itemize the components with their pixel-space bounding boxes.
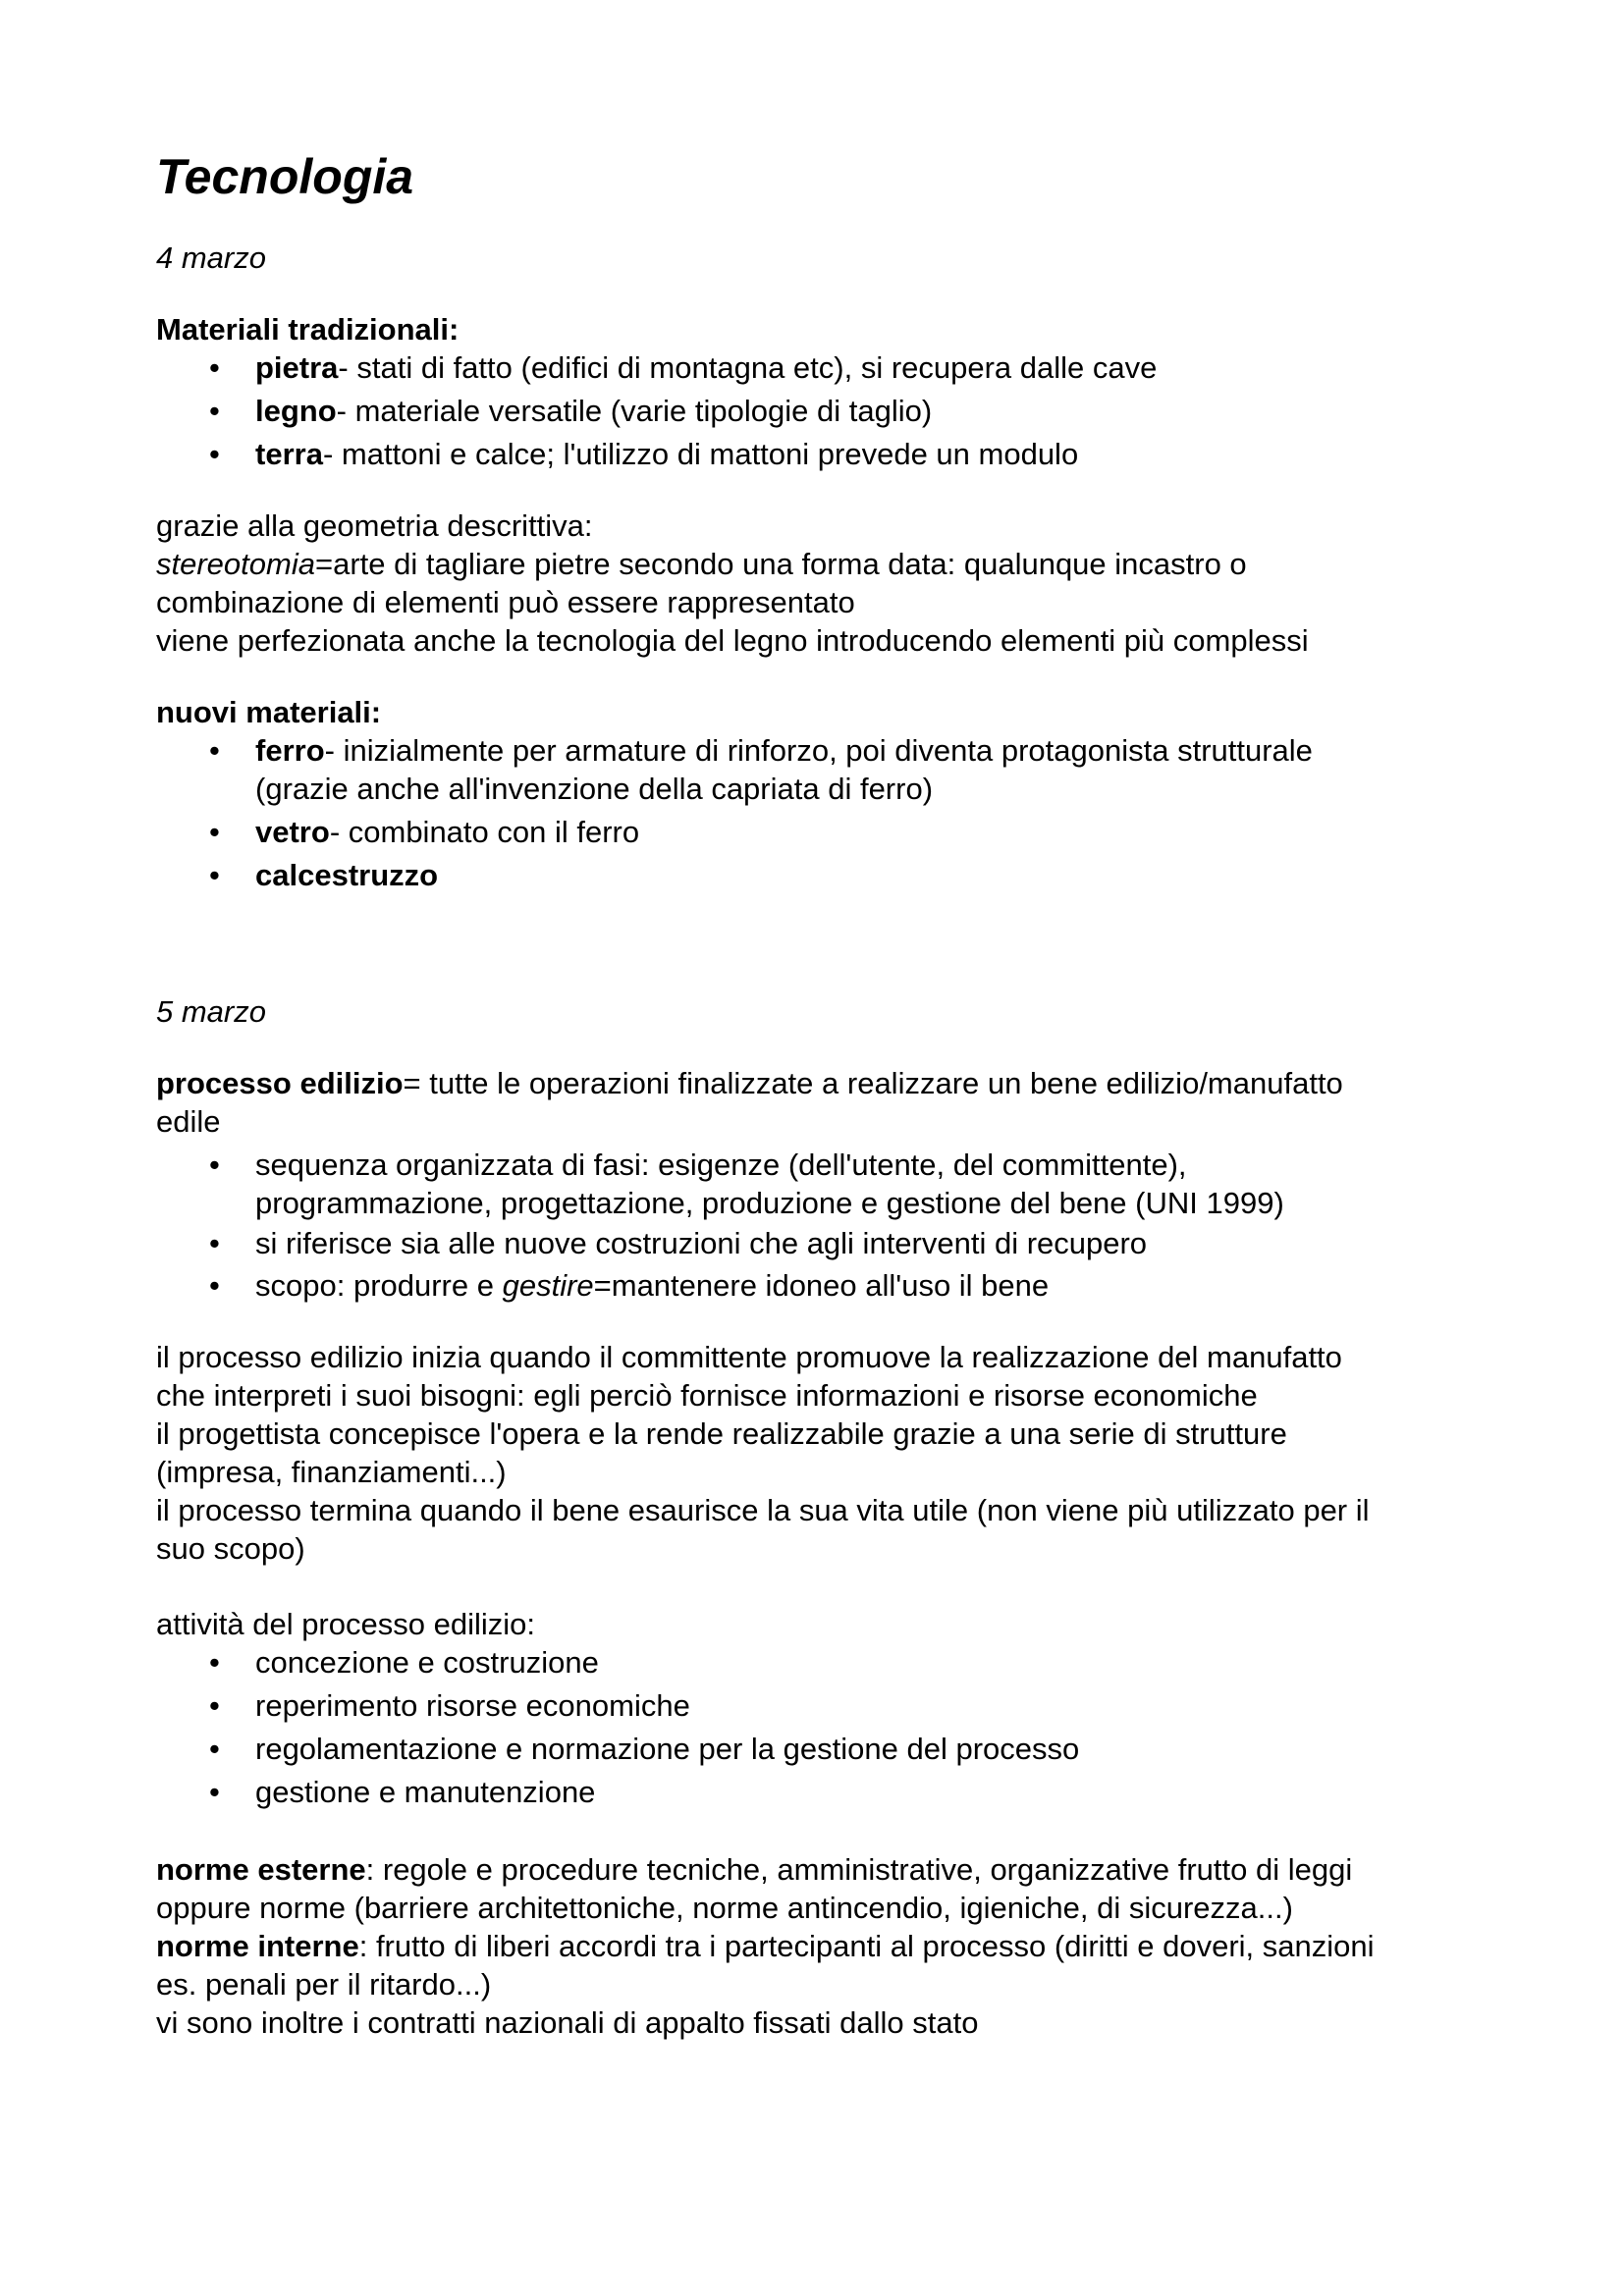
bullet-icon: • [209, 1732, 220, 1766]
list-processo [156, 1146, 1531, 1305]
bullet-icon: • [209, 350, 220, 385]
bullet-icon: • [209, 1226, 220, 1260]
heading-attivita: attività del processo edilizio: [156, 1607, 535, 1641]
heading-nuovi-materiali: nuovi materiali: [156, 695, 382, 729]
paragraph-norme-esterne: norme esterne: regole e procedure tecniche, amministrative, organizzative frutto di leggi [156, 1852, 1353, 1887]
heading-materiali-tradizionali: Materiali tradizionali: [156, 312, 460, 347]
paragraph-line: che interpreti i suoi bisogni: egli perciò fornisce informazioni e risorse economiche [156, 1378, 1258, 1413]
bullet-icon: • [209, 1148, 220, 1182]
list-item: • regolamentazione e normazione per la gestione del processo [209, 1732, 1080, 1766]
list-item: • concezione e costruzione [209, 1645, 599, 1680]
bullet-icon: • [209, 1688, 220, 1723]
paragraph-line: il processo edilizio inizia quando il committente promuove la realizzazione del manufatto [156, 1340, 1342, 1374]
paragraph-stereotomia: stereotomia=arte di tagliare pietre secondo una forma data: qualunque incastro o [156, 547, 1247, 581]
paragraph-legno: viene perfezionata anche la tecnologia del legno introducendo elementi più complessi [156, 623, 1309, 658]
bullet-icon: • [209, 815, 220, 849]
list-attivita [156, 1643, 1531, 1811]
list-item: • legno- materiale versatile (varie tipologie di taglio) [209, 394, 933, 428]
bullet-icon: • [209, 858, 220, 892]
paragraph-contratti: vi sono inoltre i contratti nazionali di appalto fissati dallo stato [156, 2005, 979, 2040]
paragraph-norme-interne: norme interne: frutto di liberi accordi tra i partecipanti al processo (diritti e doveri, sanzioni [156, 1929, 1375, 1963]
list-item: • ferro- inizialmente per armature di rinforzo, poi diventa protagonista strutturale (grazie anche all'invenzione della capriata di ferro) [209, 733, 1313, 806]
paragraph-stereotomia-cont: combinazione di elementi può essere rappresentato [156, 585, 855, 619]
list-materiali-tradizionali [156, 348, 1531, 473]
paragraph-line: suo scopo) [156, 1531, 305, 1566]
paragraph-norme-interne-cont: es. penali per il ritardo...) [156, 1967, 492, 2002]
date-5-marzo: 5 marzo [156, 994, 266, 1029]
list-item: • si riferisce sia alle nuove costruzioni che agli interventi di recupero [209, 1226, 1148, 1260]
list-item: • sequenza organizzata di fasi: esigenze (dell'utente, del committente), programmazione, progettazione, produzione e gestione del bene (UNI 1999) [209, 1148, 1284, 1220]
paragraph-processo-edilizio-cont: edile [156, 1104, 221, 1139]
paragraph-geometria: grazie alla geometria descrittiva: [156, 508, 593, 543]
list-item: • pietra- stati di fatto (edifici di montagna etc), si recupera dalle cave [209, 350, 1158, 385]
date-4-marzo: 4 marzo [156, 240, 266, 275]
bullet-icon: • [209, 1268, 220, 1303]
list-item: • vetro- combinato con il ferro [209, 815, 640, 849]
bullet-icon: • [209, 1775, 220, 1809]
paragraph-processo-edilizio: processo edilizio= tutte le operazioni finalizzate a realizzare un bene edilizio/manufatto [156, 1066, 1343, 1100]
bullet-icon: • [209, 394, 220, 428]
paragraph-line: il progettista concepisce l'opera e la rende realizzabile grazie a una serie di strutture [156, 1416, 1287, 1451]
bullet-icon: • [209, 437, 220, 471]
list-item: • scopo: produrre e gestire=mantenere idoneo all'uso il bene [209, 1268, 1050, 1303]
paragraph-line: (impresa, finanziamenti...) [156, 1455, 507, 1489]
list-item: • terra- mattoni e calce; l'utilizzo di mattoni prevede un modulo [209, 437, 1079, 471]
paragraph-line: il processo termina quando il bene esaurisce la sua vita utile (non viene più utilizzato per il [156, 1493, 1370, 1527]
bullet-icon: • [209, 1645, 220, 1680]
document-content [156, 147, 1531, 2042]
document-title: Tecnologia [156, 149, 414, 204]
bullet-icon: • [209, 733, 220, 768]
list-item: • calcestruzzo [209, 858, 439, 892]
list-item: • reperimento risorse economiche [209, 1688, 690, 1723]
list-item: • gestione e manutenzione [209, 1775, 596, 1809]
list-nuovi-materiali [156, 731, 1531, 894]
paragraph-norme-esterne-cont: oppure norme (barriere architettoniche, norme antincendio, igieniche, di sicurezza...) [156, 1891, 1293, 1925]
